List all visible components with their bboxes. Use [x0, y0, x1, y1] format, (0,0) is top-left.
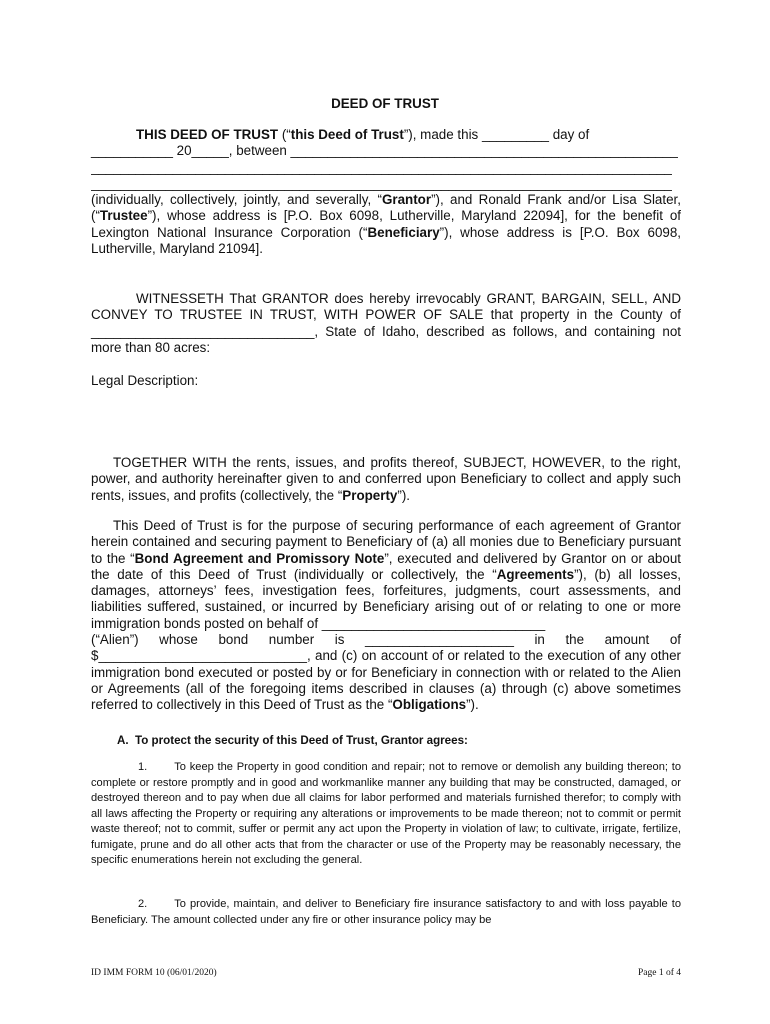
- intro-line-2: ___________ 20_____, between ____________________________________________________: [91, 143, 678, 159]
- alien-line: (“Alien”) whose bond number is ____________________ in the amount of: [91, 632, 681, 648]
- together-paragraph: TOGETHER WITH the rents, issues, and profits thereof, SUBJECT, HOWEVER, to the right, power, and authority hereinafter given to and conferred upon Beneficiary to collect and apply such rents, issues, and profits (collectively, the “Property”).: [91, 455, 681, 503]
- item-1-paragraph: 1. To keep the Property in good condition and repair; not to remove or demolish any building thereon; to complete or restore promptly and in good and workmanlike manner any building that may be constructed, damaged, or destroyed thereon and to pay when due all claims for labor performed and materials furnished therefor; to comply with all laws affecting the Property or requiring any alterations or improvements to be made thereon; not to commit or permit waste thereof; not to commit, suffer or permit any act upon the Property in violation of law; to cultivate, irrigate, fertilize, fumigate, prune and do all other acts that from the character or use of the Property may be reasonably necessary, the specific enumerations herein not excluding the general.: [91, 761, 681, 866]
- intro-line-3: ______________________________________________________________________________: [91, 159, 672, 175]
- form-number: ID IMM FORM 10 (06/01/2020): [91, 968, 217, 978]
- document-title: DEED OF TRUST: [331, 96, 439, 111]
- intro-block: [91, 127, 681, 257]
- purpose-paragraph: This Deed of Trust is for the purpose of securing performance of each agreement of Grantor herein contained and securing payment to Beneficiary of (a) all monies due to Beneficiary pursuant to the “Bond Agreement and Promissory Note”, executed and delivered by Grantor on or about the date of this Deed of Trust (individually or collectively, the “Agreements”), (b) all losses, damages, attorneys’ fees, investigation fees, forfeitures, judgments, court assessments, and liabilities suffered, sustained, or incurred by Beneficiary arising out of or relating to one or more immigration bonds posted on behalf of ______________________________ (“Alien”) whose bond number is ____________________ in the amount of $____________________________, and (c) on account of or related to the execution of any other immigration bond executed or posted by or for Beneficiary in connection with or related to the Alien or Agreements (all of the foregoing items described in clauses (a) through (c) above sometimes referred to collectively in this Deed of Trust as the “Obligations”).: [91, 518, 681, 713]
- witnesseth-paragraph: WITNESSETH That GRANTOR does hereby irrevocably GRANT, BARGAIN, SELL, AND CONVEY TO TRUSTEE IN TRUST, WITH POWER OF SALE that property in the County of ______________________________, State of Idaho, described as follows, and containing not more than 80 acres:: [91, 291, 681, 355]
- section-a-heading: A. To protect the security of this Deed of Trust, Grantor agrees:: [117, 734, 468, 747]
- intro-line-1: THIS DEED OF TRUST (“this Deed of Trust”), made this _________ day of: [136, 127, 590, 142]
- intro-line-4: ______________________________________________________________________________: [91, 175, 672, 191]
- legal-description-label: Legal Description:: [91, 373, 199, 388]
- intro-parties: (individually, collectively, jointly, and severally, “Grantor”), and Ronald Frank and/or Lisa Slater, (“Trustee”), whose address is [P.O. Box 6098, Lutherville, Maryland 22094], for the benefit of Lexington National Insurance Corporation (“Beneficiary”), whose address is [P.O. Box 6098, Lutherville, Maryland 21094].: [91, 192, 682, 257]
- page-number: Page 1 of 4: [637, 968, 681, 978]
- item-2-paragraph: 2. To provide, maintain, and deliver to Beneficiary fire insurance satisfactory to and with loss payable to Beneficiary. The amount collected under any fire or other insurance policy may be: [91, 898, 681, 926]
